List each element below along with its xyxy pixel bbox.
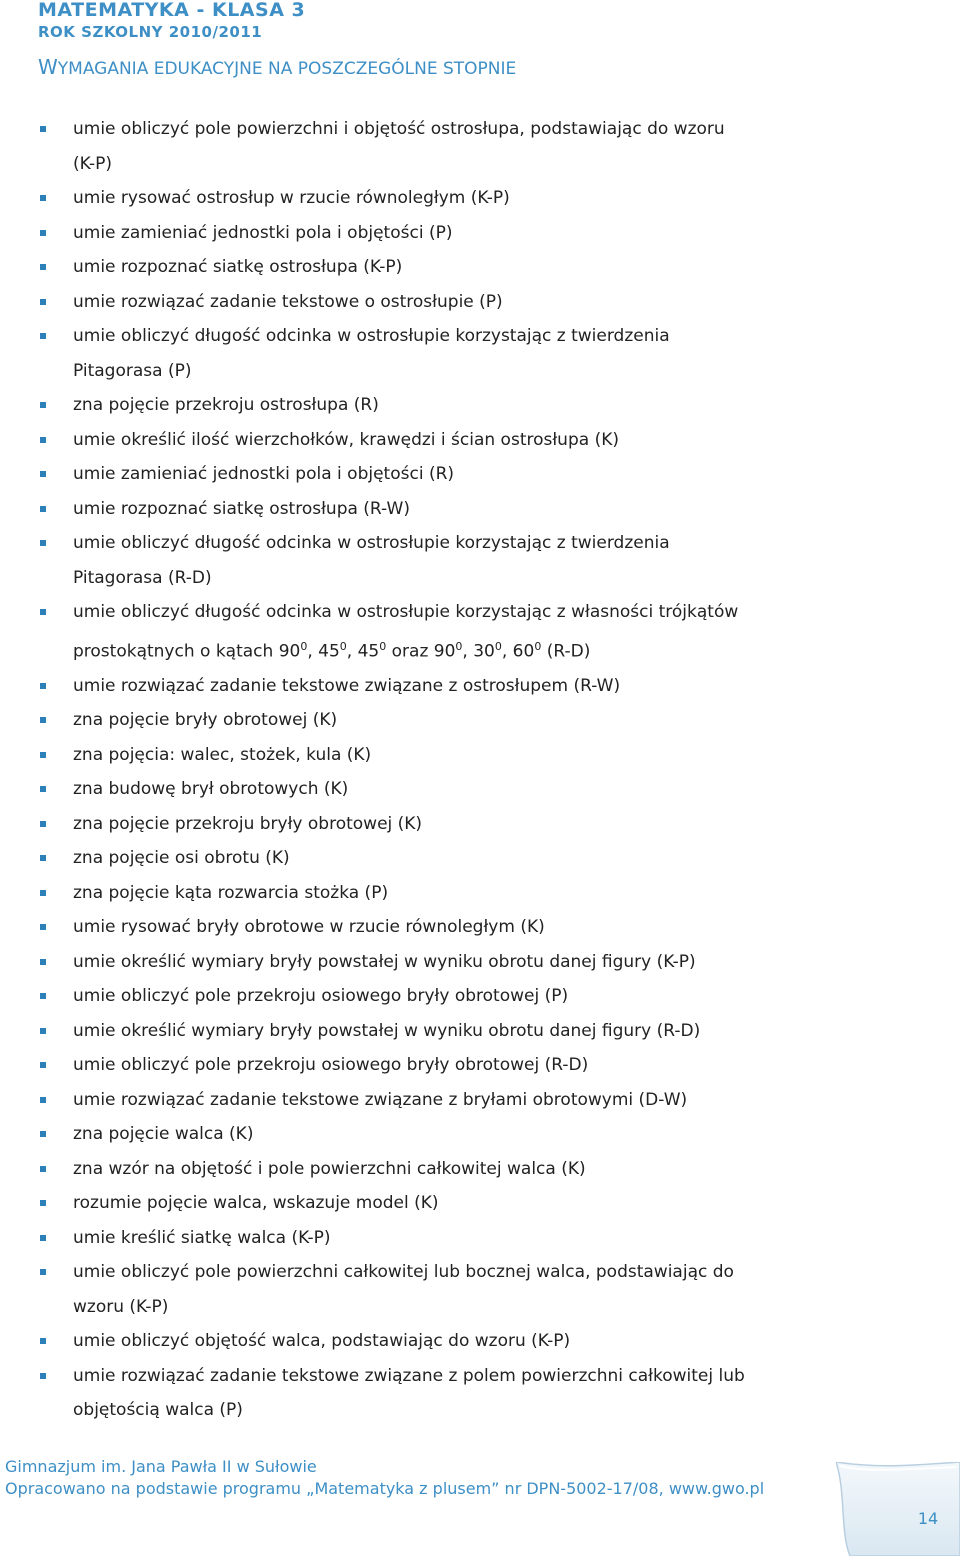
square-bullet-icon [40,924,46,930]
list-item [38,703,898,738]
list-item-line: zna pojęcie bryły obrotowej (K) [73,710,338,731]
list-item-line: zna pojęcie kąta rozwarcia stożka (P) [73,882,389,903]
list-item-line: (K-P) [73,153,113,174]
list-item [38,1359,898,1428]
degree-superscript: 0 [455,639,463,653]
list-item-line: umie określić wymiary bryły powstałej w wyniku obrotu danej figury (K-P) [73,951,696,972]
list-item-line: wzoru (K-P) [73,1296,169,1317]
square-bullet-icon [40,471,46,477]
list-item-line: zna pojęcie przekroju ostrosłupa (R) [73,395,379,415]
square-bullet-icon [40,333,46,339]
square-bullet-icon [40,402,46,408]
footer-school: Gimnazjum im. Jana Pawła II w Sułowie [5,1457,317,1476]
square-bullet-icon [40,264,46,270]
list-item-line: zna pojęcia: walec, stożek, kula (K) [73,744,372,765]
square-bullet-icon [40,959,46,965]
angle-text: oraz 90 [386,641,456,662]
square-bullet-icon [40,540,46,546]
list-item [38,457,898,492]
list-item-line: umie rozwiązać zadanie tekstowe o ostrosłupie (P) [73,291,503,312]
list-item-line: umie zamieniać jednostki pola i objętości (R) [73,464,455,484]
list-item [38,1186,898,1221]
list-item [38,181,898,216]
square-bullet-icon [40,786,46,792]
list-item [38,388,898,423]
school-year: ROK SZKOLNY 2010/2011 [38,23,263,41]
list-item [38,1221,898,1256]
list-item-line: umie kreślić siatkę walca (K-P) [73,1227,331,1248]
square-bullet-icon [40,1338,46,1344]
list-item [38,841,898,876]
list-item [38,876,898,911]
square-bullet-icon [40,230,46,236]
angle-text: , 60 [501,641,535,662]
list-item-line: umie określić wymiary bryły powstałej w wyniku obrotu danej figury (R-D) [73,1020,701,1041]
page-header [38,0,516,79]
list-item [38,669,898,704]
list-item [38,1083,898,1118]
section-subtitle [38,57,516,79]
degree-superscript: 0 [379,639,387,653]
list-item [38,1255,898,1324]
list-item [38,250,898,285]
list-item [38,112,898,181]
square-bullet-icon [40,1373,46,1379]
list-item-line: Pitagorasa (P) [73,360,192,381]
list-item [38,945,898,980]
square-bullet-icon [40,1200,46,1206]
square-bullet-icon [40,855,46,861]
page-number-badge [836,1462,960,1556]
list-item [38,319,898,388]
list-item [38,492,898,527]
square-bullet-icon [40,1097,46,1103]
angle-text: 90 [278,641,301,662]
list-item [38,1014,898,1049]
degree-superscript: 0 [300,639,308,653]
angle-text: , 30 [462,641,495,662]
list-item-line: umie obliczyć pole przekroju osiowego bryły obrotowej (P) [73,986,569,1007]
square-bullet-icon [40,752,46,758]
degree-superscript: 0 [339,639,347,653]
list-item-line: umie obliczyć długość odcinka w ostrosłupie korzystając z własności trójkątów [73,602,739,622]
angle-text: (R-D) [541,641,591,662]
angle-text: , 45 [346,641,380,662]
page-footer [5,1456,764,1500]
list-item-line: umie rozwiązać zadanie tekstowe związane z ostrosłupem (R-W) [73,675,621,696]
page-corner-shape [836,1462,960,1556]
requirements-list [38,112,898,1428]
subtitle-rest: YMAGANIA EDUKACYJNE NA POSZCZEGÓLNE STOPNIE [57,59,517,79]
list-item-line: umie obliczyć długość odcinka w ostrosłupie korzystając z twierdzenia [73,326,670,346]
list-item [38,1324,898,1359]
square-bullet-icon [40,1269,46,1275]
list-item-line: umie obliczyć objętość walca, podstawiając do wzoru (K-P) [73,1331,571,1352]
list-item [38,1117,898,1152]
square-bullet-icon [40,437,46,443]
list-item-line: umie obliczyć długość odcinka w ostrosłupie korzystając z twierdzenia [73,533,670,553]
square-bullet-icon [40,195,46,201]
list-item-line: Pitagorasa (R-D) [73,567,212,588]
list-item [38,910,898,945]
list-item-line: umie obliczyć pole powierzchni i objętość ostrosłupa, podstawiając do wzoru [73,119,725,139]
list-item-line: zna budowę brył obrotowych (K) [73,779,349,800]
square-bullet-icon [40,1028,46,1034]
list-item [38,772,898,807]
list-item [38,216,898,251]
degree-superscript: 0 [494,639,502,653]
list-item-line: umie określić ilość wierzchołków, krawędzi i ścian ostrosłupa (K) [73,429,619,450]
square-bullet-icon [40,506,46,512]
list-item-line: umie rysować bryły obrotowe w rzucie równoległym (K) [73,917,545,938]
list-item-line: zna pojęcie osi obrotu (K) [73,848,290,869]
list-item-line: umie rysować ostrosłup w rzucie równoległym (K-P) [73,188,510,208]
degree-superscript: 0 [534,639,542,653]
list-item-line: umie rozwiązać zadanie tekstowe związane z polem powierzchni całkowitej lub [73,1365,745,1386]
angle-text: , 45 [307,641,340,662]
square-bullet-icon [40,993,46,999]
square-bullet-icon [40,1062,46,1068]
square-bullet-icon [40,126,46,132]
page-number: 14 [917,1509,939,1528]
list-item [38,1152,898,1187]
list-item-line: umie obliczyć pole przekroju osiowego bryły obrotowej (R-D) [73,1055,589,1076]
square-bullet-icon [40,890,46,896]
list-item [38,738,898,773]
square-bullet-icon [40,1166,46,1172]
list-item [38,526,898,595]
list-item [38,285,898,320]
list-item-line: objętością walca (P) [73,1400,243,1421]
square-bullet-icon [40,821,46,827]
square-bullet-icon [40,609,46,615]
list-item-line: umie rozpoznać siatkę ostrosłupa (R-W) [73,498,410,519]
list-item-line: rozumie pojęcie walca, wskazuje model (K) [73,1193,439,1214]
list-item-line: umie rozwiązać zadanie tekstowe związane z bryłami obrotowymi (D-W) [73,1089,688,1110]
list-item-line: zna pojęcie walca (K) [73,1124,254,1145]
list-item-line: umie rozpoznać siatkę ostrosłupa (K-P) [73,257,403,277]
list-item [38,979,898,1014]
square-bullet-icon [40,683,46,689]
square-bullet-icon [40,1131,46,1137]
list-item [38,1048,898,1083]
list-item-line: zna pojęcie przekroju bryły obrotowej (K) [73,813,423,834]
subtitle-initial: W [38,55,58,79]
square-bullet-icon [40,717,46,723]
list-item-line: zna wzór na objętość i pole powierzchni całkowitej walca (K) [73,1158,586,1179]
list-item [38,807,898,842]
list-item-line-angles [73,630,898,669]
footer-source: Opracowano na podstawie programu „Matematyka z plusem” nr DPN-5002-17/08, www.gwo.pl [5,1479,765,1498]
square-bullet-icon [40,1235,46,1241]
list-item-line: umie zamieniać jednostki pola i objętości (P) [73,222,453,243]
document-title: MATEMATYKA - KLASA 3 [38,0,306,21]
list-item [38,423,898,458]
square-bullet-icon [40,299,46,305]
angle-text: prostokątnych o kątach [73,641,279,662]
list-item [38,595,898,669]
list-item-line: umie obliczyć pole powierzchni całkowitej lub bocznej walca, podstawiając do [73,1262,734,1283]
